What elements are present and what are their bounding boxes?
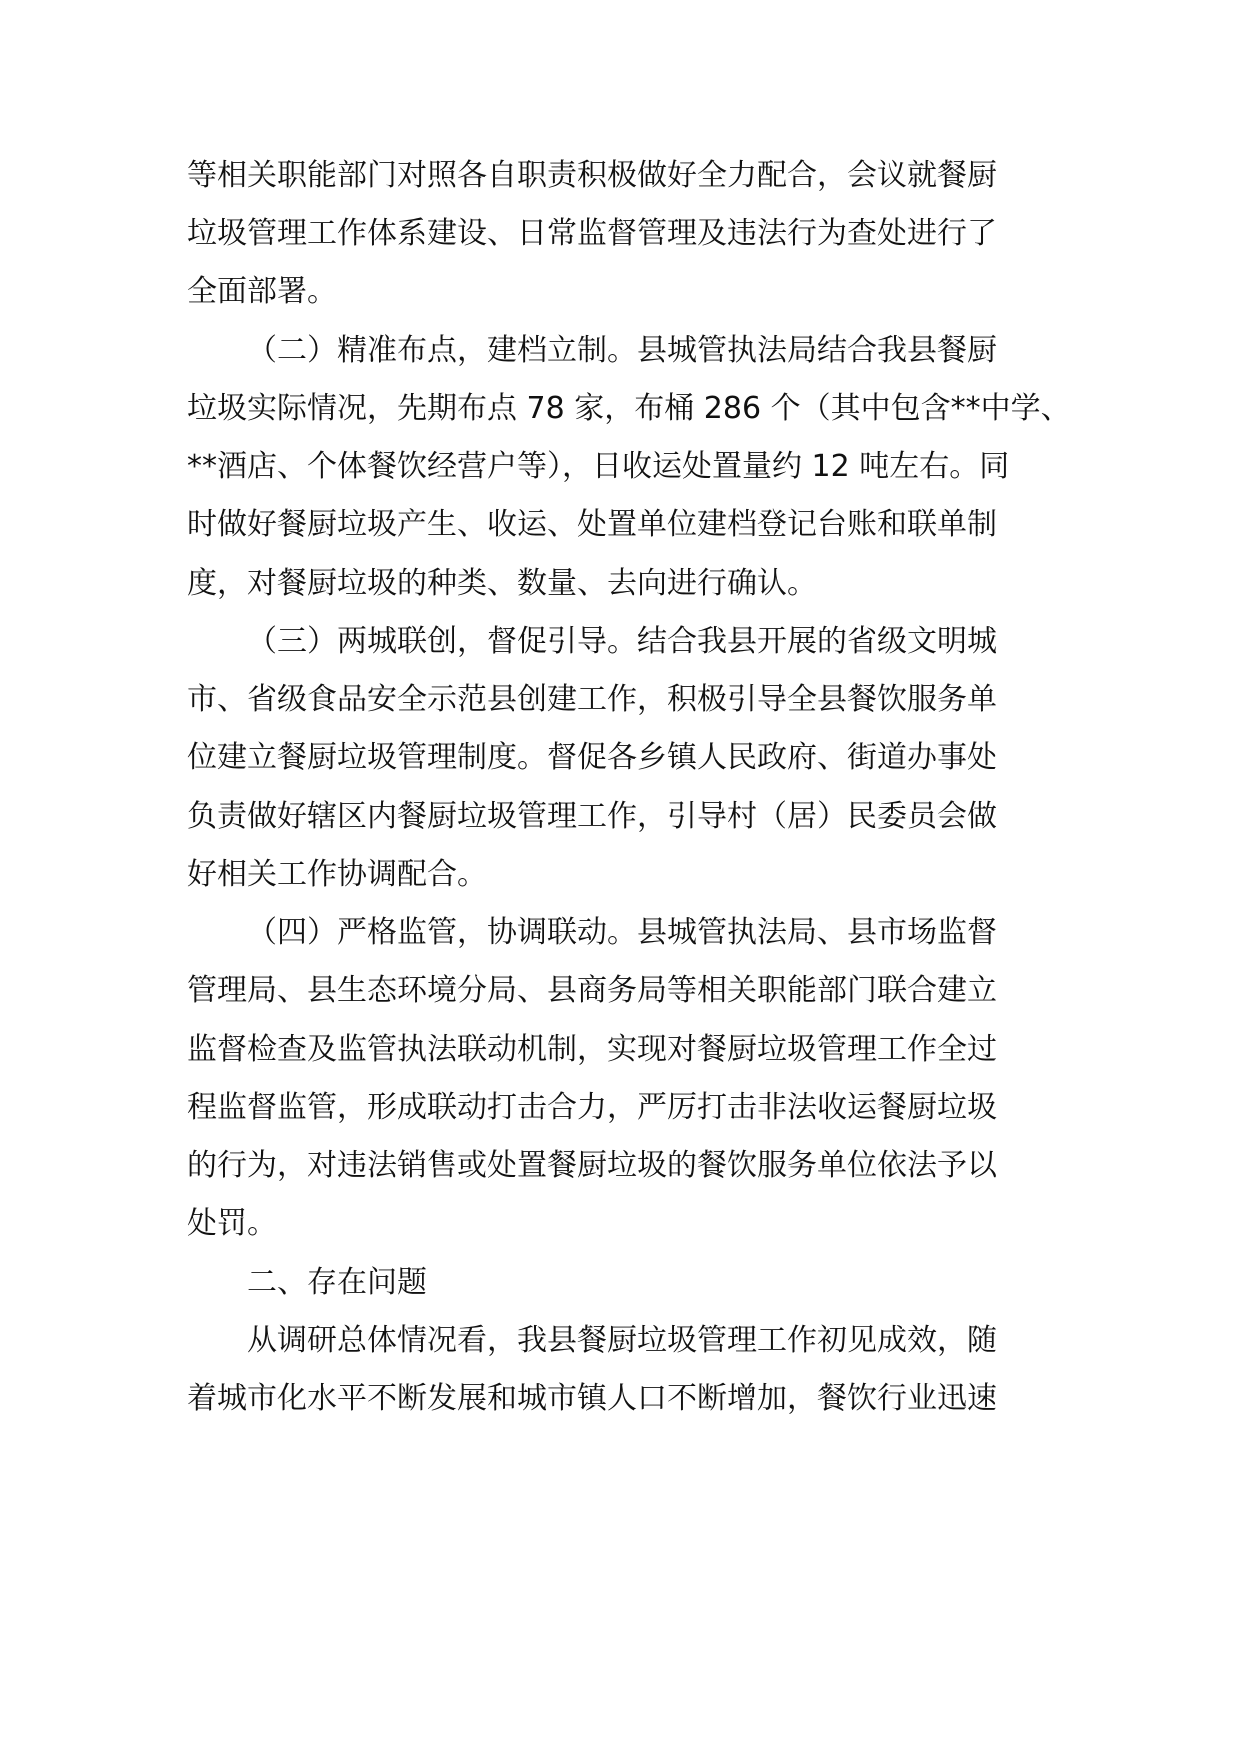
text-line: 垃圾实际情况，先期布点 78 家，布桶 286 个（其中包含**中学、 (187, 391, 1071, 426)
text-line: 度，对餐厨垃圾的种类、数量、去向进行确认。 (187, 566, 817, 601)
text-line: 着城市化水平不断发展和城市镇人口不断增加，餐饮行业迅速 (187, 1381, 997, 1416)
text-line: 市、省级食品安全示范县创建工作，积极引导全县餐饮服务单 (187, 682, 997, 717)
text-line: 监督检查及监管执法联动机制，实现对餐厨垃圾管理工作全过 (187, 1032, 997, 1067)
text-line: 时做好餐厨垃圾产生、收运、处置单位建档登记台账和联单制 (187, 507, 997, 542)
section-heading-line: （四）严格监管，协调联动。县城管执法局、县市场监督 (247, 915, 997, 950)
text-line: **酒店、个体餐饮经营户等），日收运处置量约 12 吨左右。同 (187, 449, 1010, 484)
section-heading-line: （二）精准布点，建档立制。县城管执法局结合我县餐厨 (247, 333, 997, 368)
text-line: 负责做好辖区内餐厨垃圾管理工作，引导村（居）民委员会做 (187, 799, 997, 834)
section-heading-line: （三）两城联创，督促引导。结合我县开展的省级文明城 (247, 624, 997, 659)
text-line: 处罚。 (187, 1206, 277, 1241)
section-heading: 二、存在问题 (247, 1265, 427, 1300)
text-line: 位建立餐厨垃圾管理制度。督促各乡镇人民政府、街道办事处 (187, 740, 997, 775)
text-line: 垃圾管理工作体系建设、日常监督管理及违法行为查处进行了 (187, 216, 997, 251)
text-line: 好相关工作协调配合。 (187, 857, 487, 892)
text-line: 等相关职能部门对照各自职责积极做好全力配合，会议就餐厨 (187, 158, 997, 193)
text-line: 程监督监管，形成联动打击合力，严厉打击非法收运餐厨垃圾 (187, 1090, 997, 1125)
text-line: 的行为，对违法销售或处置餐厨垃圾的餐饮服务单位依法予以 (187, 1148, 997, 1183)
text-line: 全面部署。 (187, 274, 337, 309)
text-line: 从调研总体情况看，我县餐厨垃圾管理工作初见成效，随 (247, 1323, 997, 1358)
text-line: 管理局、县生态环境分局、县商务局等相关职能部门联合建立 (187, 973, 997, 1008)
